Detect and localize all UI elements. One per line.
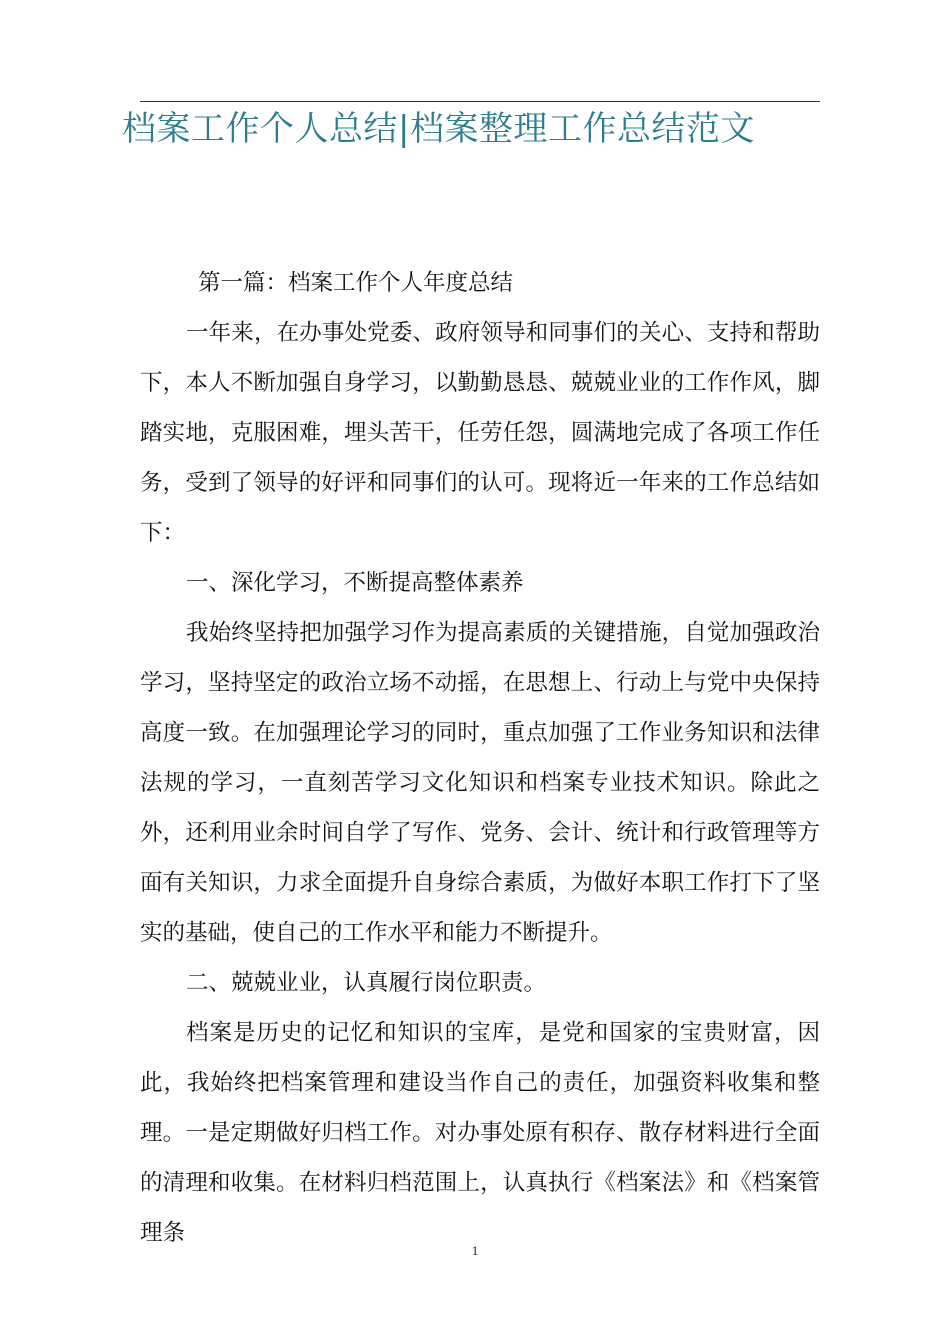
section-heading: 第一篇：档案工作个人年度总结 [198,270,514,296]
section-heading: 一、深化学习，不断提高整体素养 [186,570,524,596]
header-rule [140,101,820,102]
body-paragraph: 档案是历史的记忆和知识的宝库，是党和国家的宝贵财富，因此，我始终把档案管理和建设当作自己的责任，加强资料收集和整理。一是定期做好归档工作。对办事处原有积存、散存材料进行全面的清理和收集。在材料归档范围上，认真执行《档案法》和《档案管理条 [140,1020,820,1246]
document-body [140,258,820,1258]
document-title: 档案工作个人总结|档案整理工作总结范文 [122,109,755,149]
body-paragraph: 一年来，在办事处党委、政府领导和同事们的关心、支持和帮助下，本人不断加强自身学习，以勤勤恳恳、兢兢业业的工作作风，脚踏实地，克服困难，埋头苦干，任劳任怨，圆满地完成了各项工作任务，受到了领导的好评和同事们的认可。现将近一年来的工作总结如下： [140,320,820,546]
body-paragraph: 我始终坚持把加强学习作为提高素质的关键措施，自觉加强政治学习，坚持坚定的政治立场不动摇，在思想上、行动上与党中央保持高度一致。在加强理论学习的同时，重点加强了工作业务知识和法律法规的学习，一直刻苦学习文化知识和档案专业技术知识。除此之外，还利用业余时间自学了写作、党务、会计、统计和行政管理等方面有关知识，力求全面提升自身综合素质，为做好本职工作打下了坚实的基础，使自己的工作水平和能力不断提升。 [140,620,820,946]
section-heading: 二、兢兢业业，认真履行岗位职责。 [186,970,547,996]
page-number: 1 [471,1243,479,1258]
